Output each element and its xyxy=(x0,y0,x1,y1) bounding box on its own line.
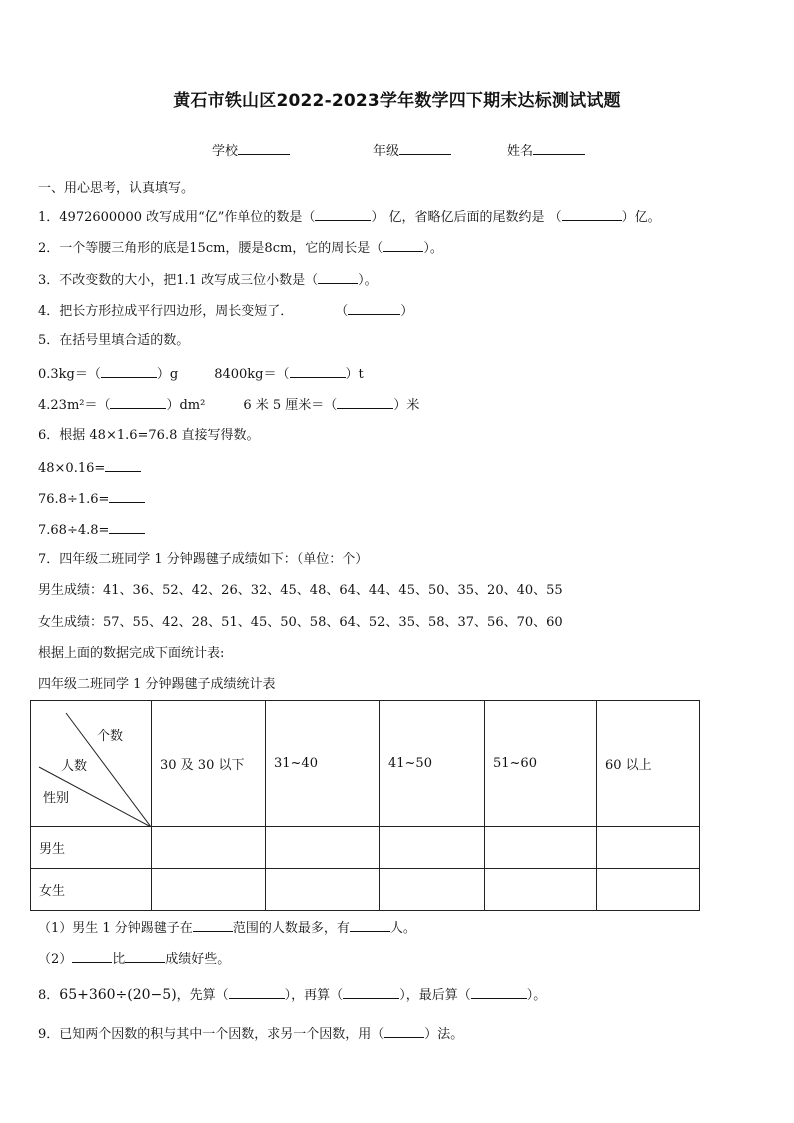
diagonal-header-cell xyxy=(31,701,152,827)
q3-text-b: ）。 xyxy=(358,273,378,288)
school-label: 学校 xyxy=(212,144,239,159)
table-title: 四年级二班同学 1 分钟踢毽子成绩统计表 xyxy=(38,677,276,692)
table-cell[interactable] xyxy=(597,827,700,869)
boys-scores: 男生成绩：41、36、52、42、26、32、45、48、64、44、45、50、35、20、40、55 xyxy=(38,583,563,598)
q3-text-a: 3．不改变数的大小，把1.1 改写成三位小数是（ xyxy=(38,273,319,288)
q7-sub1-text-b: 范围的人数最多，有 xyxy=(232,921,350,936)
q2-blank[interactable] xyxy=(383,238,423,252)
row-label-girls: 女生 xyxy=(31,869,152,911)
name-blank[interactable] xyxy=(533,140,585,155)
q7-sub2-blank-2[interactable] xyxy=(125,949,165,963)
q7-sub1-text-c: 人。 xyxy=(389,921,416,936)
q6-expr-3-text: 7.68÷4.8= xyxy=(38,523,110,538)
q5-blank-2[interactable] xyxy=(290,364,346,378)
q5-r2-text-c: 6 米 5 厘米＝（ xyxy=(243,398,338,413)
question-8 xyxy=(38,985,546,1005)
grade-blank[interactable] xyxy=(399,140,451,155)
question-9 xyxy=(38,1024,463,1044)
q8-expression: 65+360÷(20−5) xyxy=(59,987,177,1003)
q4-text-b: （ xyxy=(335,304,349,319)
q4-text-a: 4．把长方形拉成平行四边形，周长变短了． xyxy=(38,304,294,319)
q2-text-b: ）。 xyxy=(423,241,443,256)
q6-blank-3[interactable] xyxy=(109,520,145,534)
girls-scores: 女生成绩：57、55、42、28、51、45、50、58、64、52、35、58、37、56、70、60 xyxy=(38,615,563,630)
diag-label-gender: 性别 xyxy=(43,791,70,806)
q3-blank[interactable] xyxy=(318,270,358,284)
question-7-sub-2 xyxy=(38,949,230,969)
q5-blank-3[interactable] xyxy=(110,395,166,409)
page-title: 黄石市铁山区2022-2023学年数学四下期末达标测试试题 xyxy=(173,91,621,111)
header-range-4: 51~60 xyxy=(485,701,597,827)
question-7-sub-1 xyxy=(38,918,416,938)
question-1 xyxy=(38,207,661,227)
question-4 xyxy=(38,301,413,321)
question-5-row-1 xyxy=(38,364,364,384)
score-statistics-table xyxy=(30,700,700,911)
row-label-boys: 男生 xyxy=(31,827,152,869)
grade-label: 年级 xyxy=(373,144,400,159)
question-2 xyxy=(38,238,443,258)
q1-blank-1[interactable] xyxy=(315,207,371,221)
table-cell[interactable] xyxy=(152,869,266,911)
school-field xyxy=(212,140,290,159)
question-6-expr-1 xyxy=(38,458,141,478)
q8-blank-1[interactable] xyxy=(229,985,285,999)
question-6-title: 6．根据 48×1.6=76.8 直接写得数。 xyxy=(38,428,260,443)
header-range-2: 31~40 xyxy=(266,701,380,827)
header-range-3: 41~50 xyxy=(380,701,485,827)
q8-text-d: ）。 xyxy=(526,988,547,1003)
q4-blank[interactable] xyxy=(348,301,400,315)
q7-sub1-text-a: （1）男生 1 分钟踢毽子在 xyxy=(38,921,193,936)
question-7-title: 7．四年级二班同学 1 分钟踢毽子成绩如下：（单位：个） xyxy=(38,552,369,567)
school-blank[interactable] xyxy=(238,140,290,155)
question-6-expr-3 xyxy=(38,520,145,540)
q5-blank-1[interactable] xyxy=(101,364,157,378)
table-row-girls xyxy=(31,869,700,911)
q8-text-c: ），最后算（ xyxy=(399,988,471,1003)
table-cell[interactable] xyxy=(380,869,485,911)
q5-r1-text-b: ）g xyxy=(156,367,179,382)
q7-sub2-text-b: 比 xyxy=(112,952,126,967)
q5-r1-text-c: 8400kg＝（ xyxy=(214,367,290,382)
table-header-row xyxy=(31,701,700,827)
q8-number: 8． xyxy=(38,988,60,1003)
q1-blank-2[interactable] xyxy=(562,207,622,221)
q1-text-c: ）亿。 xyxy=(621,210,661,225)
question-5-row-2 xyxy=(38,395,419,415)
name-field xyxy=(507,140,585,159)
q6-blank-2[interactable] xyxy=(109,489,145,503)
diag-label-count: 个数 xyxy=(97,729,124,744)
q7-sub2-text-c: 成绩好些。 xyxy=(165,952,231,967)
q5-r2-text-b: ）dm² xyxy=(166,398,206,413)
q7-sub2-text-a: （2） xyxy=(38,952,73,967)
q7-sub2-blank-1[interactable] xyxy=(72,949,112,963)
q9-text-a: 9．已知两个因数的积与其中一个因数，求另一个因数，用（ xyxy=(38,1027,385,1042)
table-cell[interactable] xyxy=(380,827,485,869)
section-heading: 一、用心思考，认真填写。 xyxy=(38,181,195,196)
q5-r2-text-d: ）米 xyxy=(393,398,420,413)
header-range-1: 30 及 30 以下 xyxy=(152,701,266,827)
q7-sub1-blank-1[interactable] xyxy=(193,918,233,932)
q1-text-a: 1．4972600000 改写成用“亿”作单位的数是（ xyxy=(38,210,316,225)
header-range-5: 60 以上 xyxy=(597,701,700,827)
grade-field xyxy=(373,140,451,159)
q5-r2-text-a: 4.23m²＝（ xyxy=(38,398,111,413)
table-cell[interactable] xyxy=(485,869,597,911)
q4-text-c: ） xyxy=(400,304,414,319)
name-label: 姓名 xyxy=(507,144,534,159)
q2-text-a: 2．一个等腰三角形的底是15cm，腰是8cm，它的周长是（ xyxy=(38,241,384,256)
q6-blank-1[interactable] xyxy=(105,458,141,472)
q5-r1-text-a: 0.3kg＝（ xyxy=(38,367,101,382)
q1-text-b: ） 亿，省略亿后面的尾数约是 （ xyxy=(371,210,562,225)
question-3 xyxy=(38,270,378,290)
table-row-boys xyxy=(31,827,700,869)
table-cell[interactable] xyxy=(266,869,380,911)
q8-blank-2[interactable] xyxy=(343,985,399,999)
q8-text-a: ，先算（ xyxy=(176,988,229,1003)
table-cell[interactable] xyxy=(485,827,597,869)
q9-text-b: ）法。 xyxy=(424,1027,464,1042)
q6-expr-1-text: 48×0.16= xyxy=(38,461,106,476)
q8-blank-3[interactable] xyxy=(471,985,527,999)
q5-r1-text-d: ）t xyxy=(345,367,364,382)
q5-blank-4[interactable] xyxy=(337,395,393,409)
q7-sub1-blank-2[interactable] xyxy=(350,918,390,932)
question-5-title: 5．在括号里填合适的数。 xyxy=(38,333,190,348)
q6-expr-2-text: 76.8÷1.6= xyxy=(38,492,110,507)
table-cell[interactable] xyxy=(266,827,380,869)
diag-label-people: 人数 xyxy=(61,759,88,774)
table-cell[interactable] xyxy=(597,869,700,911)
diagonal-lines xyxy=(31,701,151,827)
q8-text-b: ），再算（ xyxy=(284,988,344,1003)
question-6-expr-2 xyxy=(38,489,145,509)
table-cell[interactable] xyxy=(152,827,266,869)
table-instruction: 根据上面的数据完成下面统计表: xyxy=(38,646,225,661)
q9-blank[interactable] xyxy=(384,1024,424,1038)
